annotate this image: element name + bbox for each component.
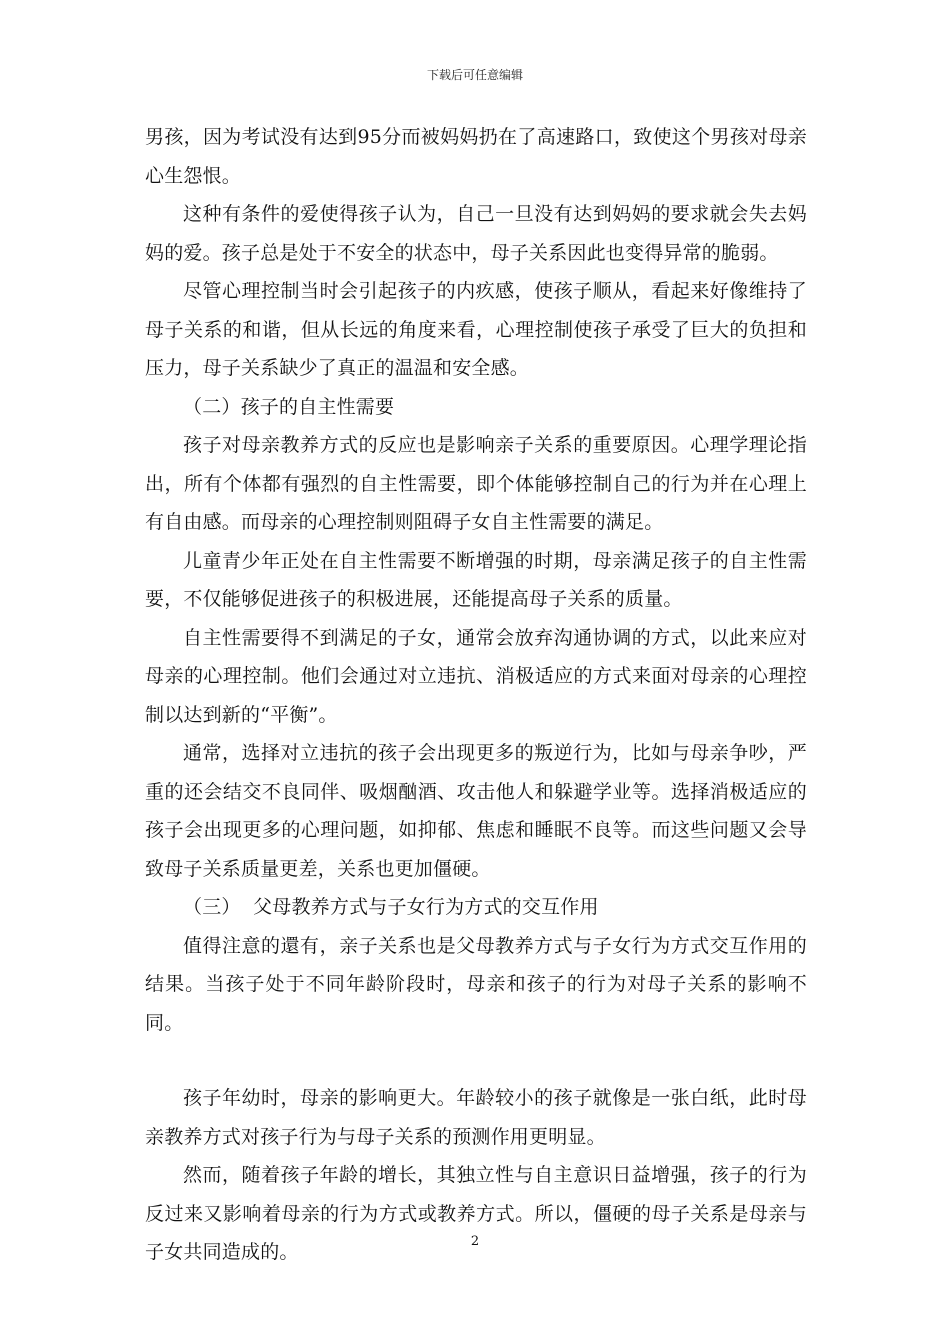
paragraph-9: 孩子年幼时，母亲的影响更大。年龄较小的孩子就像是一张白纸，此时母亲教养方式对孩子行为与母子关系的预测作用更明显。 <box>145 1087 807 1148</box>
paragraph-1: 男孩，因为考试没有达到95分而被妈妈扔在了高速路口，致使这个男孩对母亲心生怨恨。 <box>145 126 807 187</box>
paragraph-10: 然而，随着孩子年龄的增长，其独立性与自主意识日益增强，孩子的行为反过来又影响着母亲的行为方式或教养方式。所以，僵硬的母子关系是母亲与子女共同造成的。 <box>145 1164 807 1263</box>
paragraph-5: 儿童青少年正处在自主性需要不断增强的时期，母亲满足孩子的自主性需要，不仅能够促进孩子的积极进展，还能提高母子关系的质量。 <box>145 549 807 610</box>
page-number: 2 <box>470 1234 480 1249</box>
section-heading-3: （三） 父母教养方式与子女行为方式的交互作用 <box>183 896 599 918</box>
page-header: 下载后可任意编辑 <box>426 68 523 82</box>
paragraph-3: 尽管心理控制当时会引起孩子的内疚感，使孩子顺从，看起来好像维持了母子关系的和谐，但从长远的角度来看，心理控制使孩子承受了巨大的负担和压力，母子关系缺少了真正的温温和安全感。 <box>145 280 807 379</box>
paragraph-4: 孩子对母亲教养方式的反应也是影响亲子关系的重要原因。心理学理论指出，所有个体都有强烈的自主性需要，即个体能够控制自己的行为并在心理上有自由感。而母亲的心理控制则阻碍子女自主性需要的满足。 <box>145 434 807 533</box>
document-body <box>145 118 807 1272</box>
paragraph-2: 这种有条件的爱使得孩子认为，自己一旦没有达到妈妈的要求就会失去妈妈的爱。孩子总是处于不安全的状态中，母子关系因此也变得异常的脆弱。 <box>145 203 807 264</box>
paragraph-6: 自主性需要得不到满足的子女，通常会放弃沟通协调的方式，以此来应对母亲的心理控制。他们会通过对立违抗、消极适应的方式来面对母亲的心理控制以达到新的“平衡”。 <box>145 626 807 726</box>
section-heading-2: （二）孩子的自主性需要 <box>183 395 395 418</box>
paragraph-7: 通常，选择对立违抗的孩子会出现更多的叛逆行为，比如与母亲争吵，严重的还会结交不良同伴、吸烟酗酒、攻击他人和躲避学业等。选择消极适应的孩子会出现更多的心理问题，如抑郁、焦虑和睡眠不良等。而这些问题又会导致母子关系质量更差，关系也更加僵硬。 <box>145 742 807 880</box>
paragraph-8: 值得注意的還有，亲子关系也是父母教养方式与子女行为方式交互作用的结果。当孩子处于不同年龄阶段时，母亲和孩子的行为对母子关系的影响不同。 <box>145 934 807 1034</box>
